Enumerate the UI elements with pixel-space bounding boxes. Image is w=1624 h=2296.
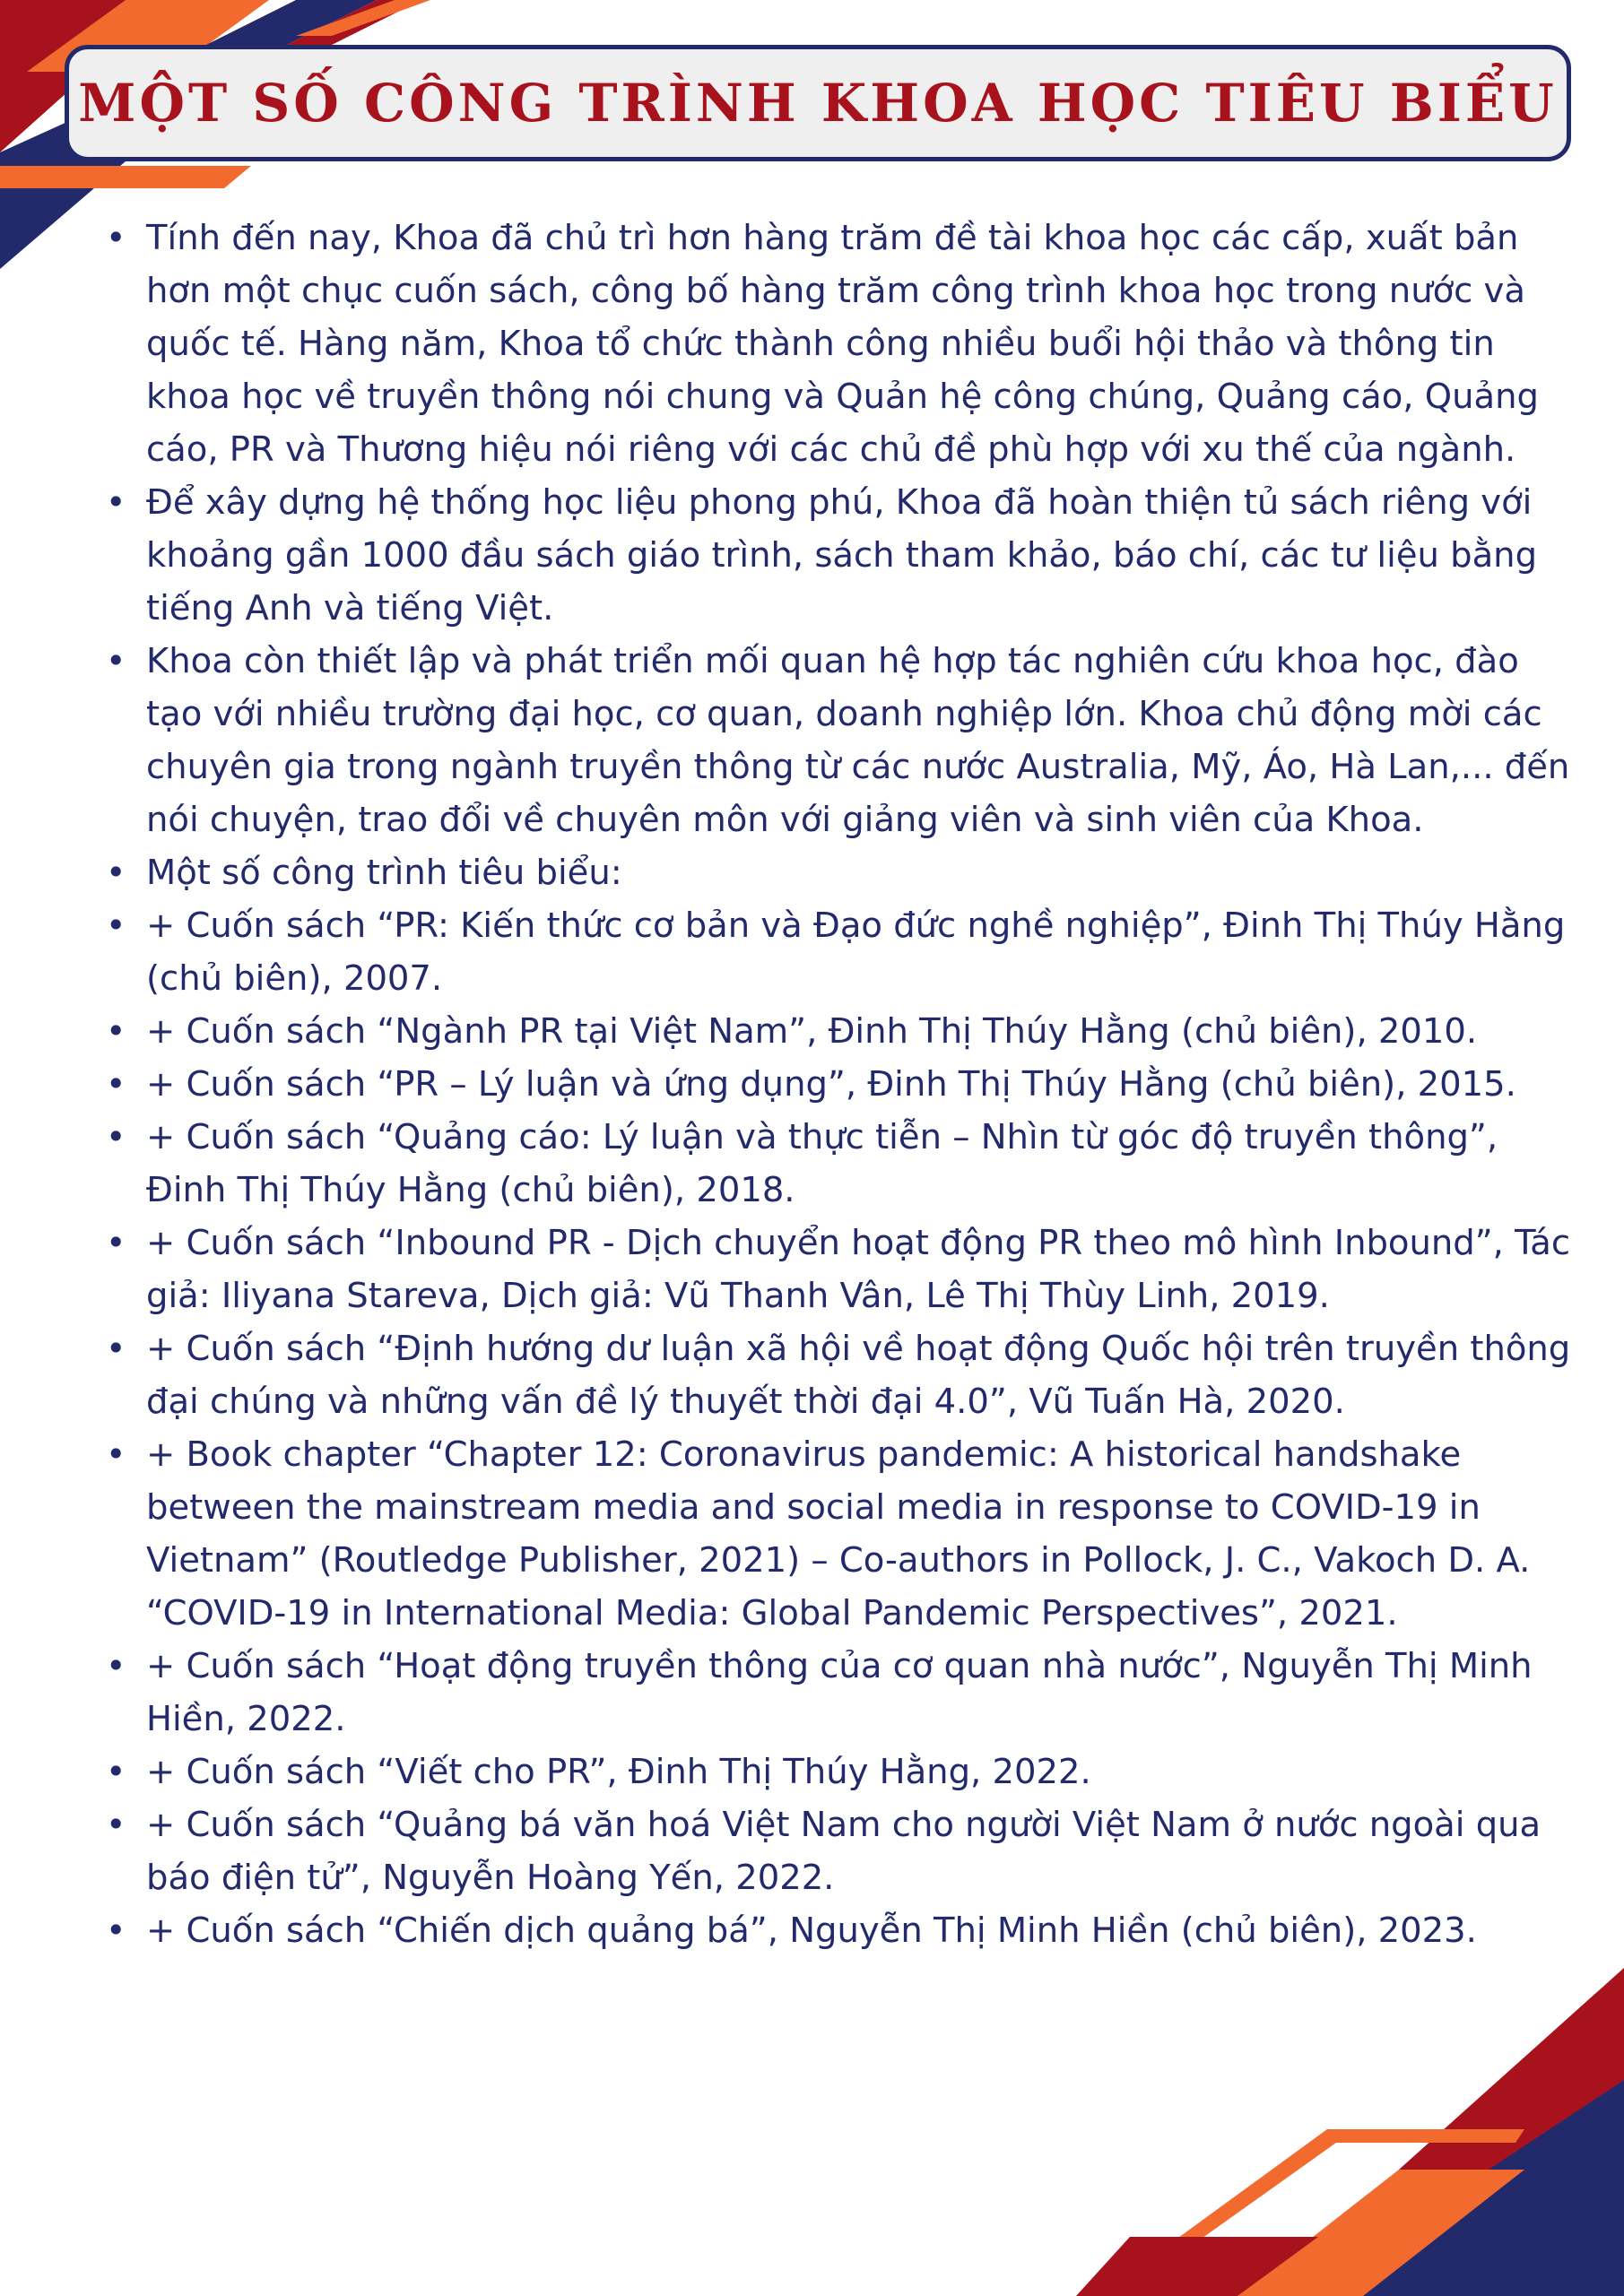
bullet-dot-icon: • bbox=[106, 1117, 126, 1157]
list-item bbox=[106, 846, 1581, 899]
list-item-text: + Cuốn sách “Quảng bá văn hoá Việt Nam cho người Việt Nam ở nước ngoài qua báo điện tử”, Nguyễn Hoàng Yến, 2022. bbox=[146, 1805, 1541, 1898]
list-item bbox=[106, 1322, 1581, 1428]
list-item bbox=[106, 1640, 1581, 1746]
bullet-dot-icon: • bbox=[106, 1805, 126, 1844]
list-item bbox=[106, 1058, 1581, 1111]
bottom-right-corner-stripes bbox=[1076, 1968, 1624, 2296]
list-item-text: + Cuốn sách “Định hướng dư luận xã hội về hoạt động Quốc hội trên truyền thông đại chúng và những vấn đề lý thuyết thời đại 4.0”, Vũ Tuấn Hà, 2020. bbox=[146, 1329, 1571, 1422]
list-item bbox=[106, 1111, 1581, 1217]
list-item bbox=[106, 1798, 1581, 1904]
list-item-text: Tính đến nay, Khoa đã chủ trì hơn hàng trăm đề tài khoa học các cấp, xuất bản hơn một chục cuốn sách, công bố hàng trăm công trình khoa học trong nước và quốc tế. Hàng năm, Khoa tổ chức thành công nhiều buổi hội thảo và thông tin khoa học về truyền thông nói chung và Quản hệ công chúng, Quảng cáo, Quảng cáo, PR và Thương hiệu nói riêng với các chủ đề phù hợp với xu thế của ngành. bbox=[146, 218, 1539, 470]
list-item bbox=[106, 212, 1581, 476]
list-item bbox=[106, 899, 1581, 1005]
bullet-dot-icon: • bbox=[106, 1910, 126, 1950]
list-item bbox=[106, 1904, 1581, 1957]
list-item-text: Để xây dựng hệ thống học liệu phong phú, Khoa đã hoàn thiện tủ sách riêng với khoảng gần 1000 đầu sách giáo trình, sách tham khảo, báo chí, các tư liệu bằng tiếng Anh và tiếng Việt. bbox=[146, 482, 1538, 628]
list-item bbox=[106, 1746, 1581, 1798]
list-item bbox=[106, 476, 1581, 635]
list-item-text: + Cuốn sách “PR – Lý luận và ứng dụng”, Đinh Thị Thúy Hằng (chủ biên), 2015. bbox=[146, 1064, 1516, 1105]
list-item-text: + Cuốn sách “Chiến dịch quảng bá”, Nguyễn Thị Minh Hiền (chủ biên), 2023. bbox=[146, 1910, 1477, 1951]
list-item bbox=[106, 1005, 1581, 1058]
list-item-text: + Cuốn sách “Hoạt động truyền thông của cơ quan nhà nước”, Nguyễn Thị Minh Hiền, 2022. bbox=[146, 1646, 1533, 1739]
list-item-text: Một số công trình tiêu biểu: bbox=[146, 853, 622, 893]
bullet-dot-icon: • bbox=[106, 218, 126, 257]
list-item-text: Khoa còn thiết lập và phát triển mối quan hệ hợp tác nghiên cứu khoa học, đào tạo với nhiều trường đại học, cơ quan, doanh nghiệp lớn. Khoa chủ động mời các chuyên gia trong ngành truyền thông từ các nước Australia, Mỹ, Áo, Hà Lan,... đến nói chuyện, trao đổi về chuyên môn với giảng viên và sinh viên của Khoa. bbox=[146, 641, 1570, 840]
list-item bbox=[106, 635, 1581, 846]
list-item bbox=[106, 1217, 1581, 1322]
content-list bbox=[106, 212, 1581, 1957]
bullet-dot-icon: • bbox=[106, 853, 126, 892]
list-item bbox=[106, 1428, 1581, 1640]
list-item-text: + Cuốn sách “Ngành PR tại Việt Nam”, Đinh Thị Thúy Hằng (chủ biên), 2010. bbox=[146, 1011, 1478, 1052]
bullet-dot-icon: • bbox=[106, 1223, 126, 1262]
bullet-dot-icon: • bbox=[106, 1752, 126, 1791]
list-item-text: + Cuốn sách “Viết cho PR”, Đinh Thị Thúy Hằng, 2022. bbox=[146, 1752, 1091, 1792]
list-item-text: + Cuốn sách “Inbound PR - Dịch chuyển hoạt động PR theo mô hình Inbound”, Tác giả: Iliyana Stareva, Dịch giả: Vũ Thanh Vân, Lê Thị Thùy Linh, 2019. bbox=[146, 1223, 1571, 1316]
bullet-dot-icon: • bbox=[106, 641, 126, 680]
bullet-dot-icon: • bbox=[106, 905, 126, 945]
bullet-dot-icon: • bbox=[106, 1011, 126, 1051]
bullet-dot-icon: • bbox=[106, 482, 126, 522]
list-item-text: + Book chapter “Chapter 12: Coronavirus pandemic: A historical handshake between the mainstream media and social media in response to COVID-19 in Vietnam” (Routledge Publisher, 2021) – Co-authors in Pollock, J. C., Vakoch D. A. “COVID-19 in International Media: Global Pandemic Perspectives”, 2021. bbox=[146, 1434, 1531, 1633]
list-item-text: + Cuốn sách “PR: Kiến thức cơ bản và Đạo đức nghề nghiệp”, Đinh Thị Thúy Hằng (chủ biên), 2007. bbox=[146, 905, 1566, 999]
list-item-text: + Cuốn sách “Quảng cáo: Lý luận và thực tiễn – Nhìn từ góc độ truyền thông”, Đinh Thị Thúy Hằng (chủ biên), 2018. bbox=[146, 1117, 1498, 1210]
bullet-dot-icon: • bbox=[106, 1329, 126, 1368]
page-title: MỘT SỐ CÔNG TRÌNH KHOA HỌC TIÊU BIỂU bbox=[78, 73, 1558, 134]
bullet-dot-icon: • bbox=[106, 1064, 126, 1104]
bullet-dot-icon: • bbox=[106, 1646, 126, 1685]
top-left-orange-bar bbox=[0, 166, 251, 188]
title-banner bbox=[65, 45, 1571, 161]
bullet-dot-icon: • bbox=[106, 1434, 126, 1474]
